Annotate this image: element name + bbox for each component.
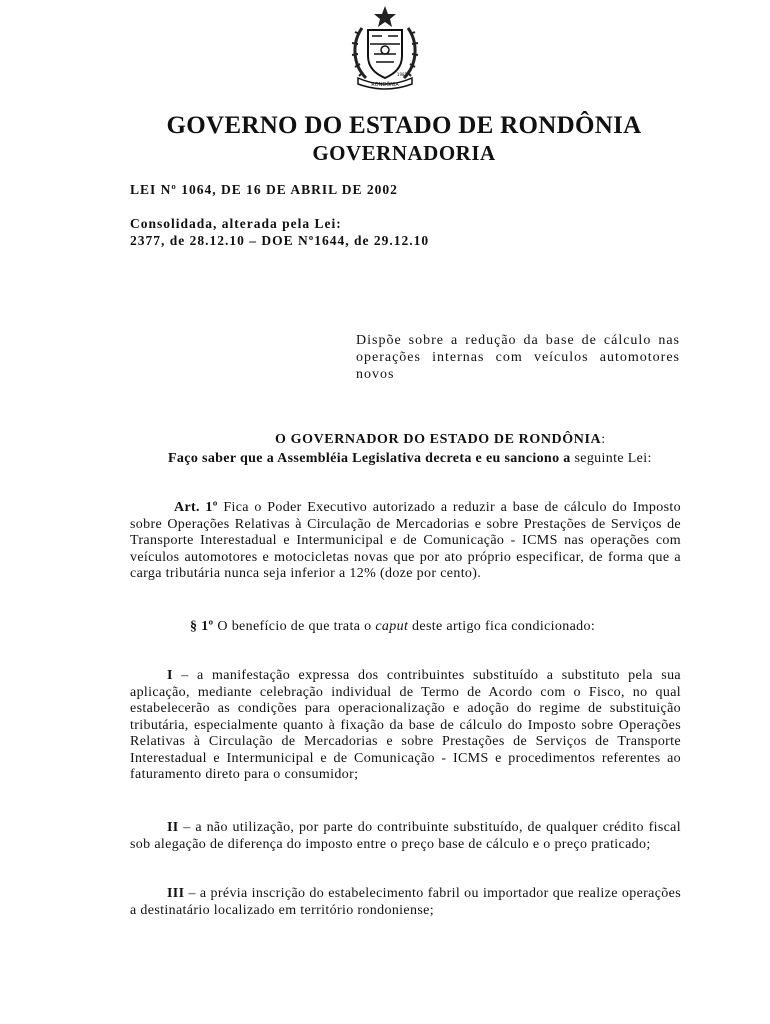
law-summary: Dispõe sobre a redução da base de cálculo nas operações internas com veículos automotores novos: [356, 333, 680, 382]
item-label: II: [167, 820, 179, 835]
paragraph-label: § 1º: [190, 619, 214, 634]
item-label: III: [167, 886, 185, 901]
item-i: I – a manifestação expressa dos contribuintes substituído a substituto pela sua aplicação, mediante celebração individual de Termo de Acordo com o Fisco, no qual estabelecerão as condições para operacionalização e adoção do regime de substituição tributária, especialmente quanto à fixação da base de cálculo do Imposto sobre Operações Relativas à Circulação de Mercadorias e sobre Prestações de Serviços de Transporte Interestadual e Intermunicipal e de Comunicação - ICMS e procedimentos referentes ao faturamento direto para o consumidor;: [130, 668, 681, 782]
amending-law: 2377, de 28.12.10 – DOE Nº1644, de 29.12.10: [130, 233, 430, 248]
svg-text:1981: 1981: [396, 72, 408, 77]
paragraph-1: § 1º O benefício de que trata o caput deste artigo fica condicionado:: [190, 619, 596, 634]
governor-heading: O GOVERNADOR DO ESTADO DE RONDÔNIA:: [275, 432, 606, 447]
consolidation-note: Consolidada, alterada pela Lei:: [130, 216, 342, 231]
item-ii: II – a não utilização, por parte do contribuinte substituído, de qualquer crédito fiscal sob alegação de diferença do imposto entre o preço base de cálculo e o preço praticado;: [130, 820, 681, 852]
page-subtitle: GOVERNADORIA: [312, 141, 496, 165]
svg-text:RONDÔNIA: RONDÔNIA: [371, 82, 399, 88]
page-title: GOVERNO DO ESTADO DE RONDÔNIA: [166, 112, 642, 139]
item-iii: III – a prévia inscrição do estabelecimento fabril ou importador que realize operações a destinatário localizado em território rondoniense;: [130, 886, 681, 918]
article-1: Art. 1º Fica o Poder Executivo autorizado a reduzir a base de cálculo do Imposto sobre Operações Relativas à Circulação de Mercadorias e sobre Prestações de Serviços de Transporte Interestadual e Intermunicipal e de Comunicação - ICMS nas operações com veículos automotores e motocicletas novas que por ato próprio especificar, de forma que a carga tributária nunca seja inferior a 12% (doze por cento).: [130, 500, 681, 581]
coat-of-arms-icon: [348, 4, 422, 92]
item-label: I: [167, 668, 173, 683]
enactment-clause: Faço saber que a Assembléia Legislativa decreta e eu sanciono a seguinte Lei:: [168, 451, 652, 466]
law-number: LEI Nº 1064, DE 16 DE ABRIL DE 2002: [130, 182, 398, 197]
article-label: Art. 1º: [174, 500, 218, 515]
